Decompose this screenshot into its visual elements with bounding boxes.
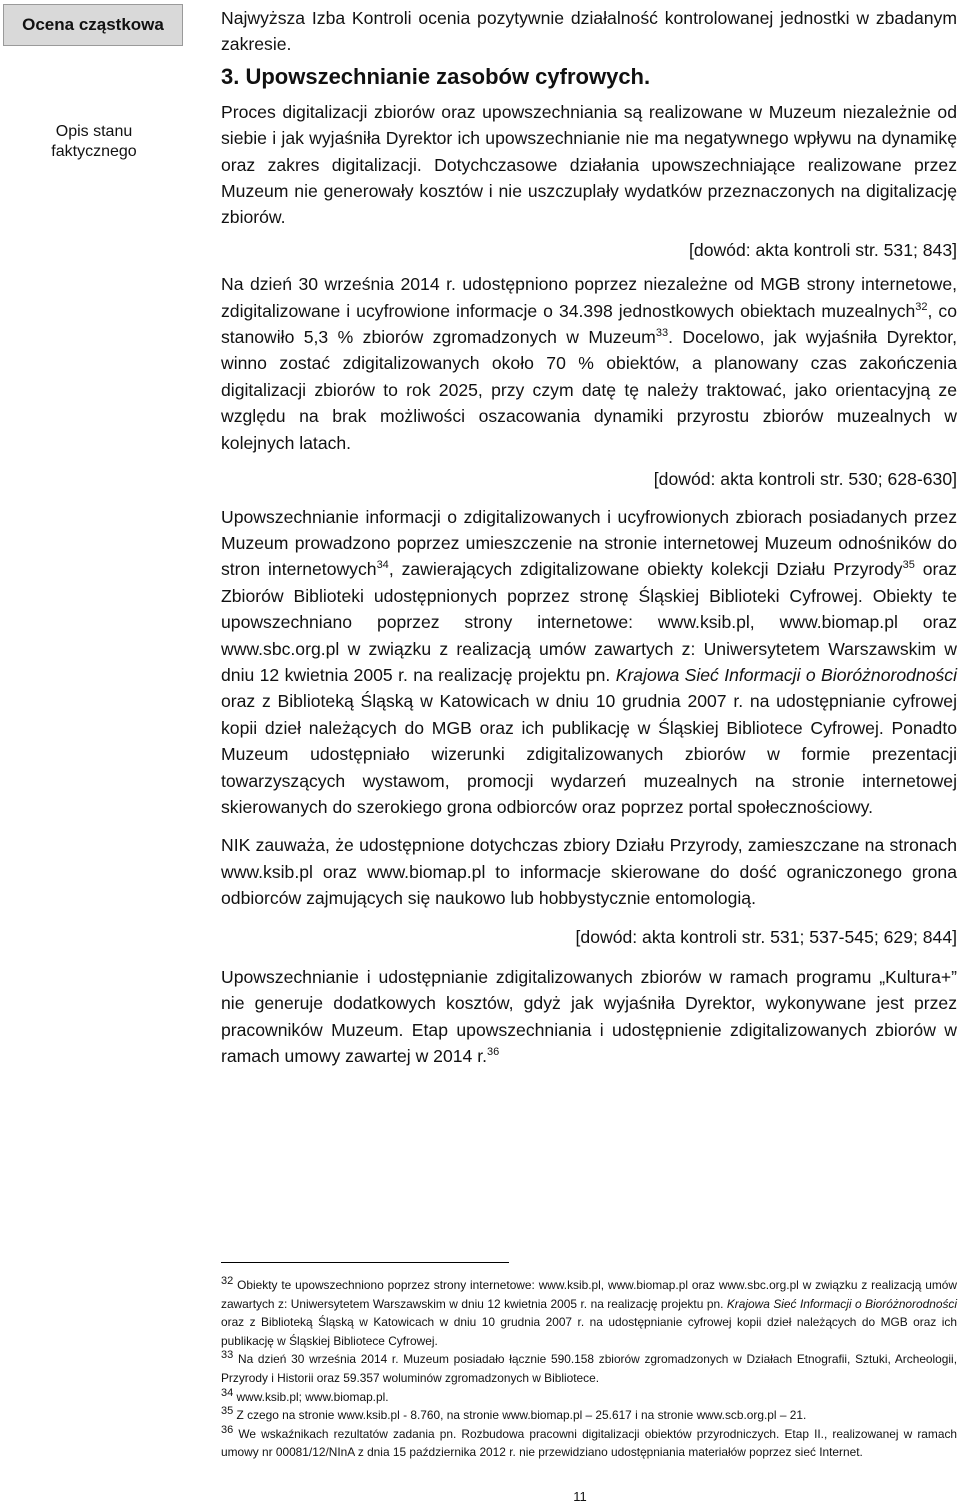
assessment-label: Ocena cząstkowa bbox=[3, 4, 183, 46]
page-number: 11 bbox=[573, 1489, 587, 1504]
paragraph-4: NIK zauważa, że udostępnione dotychczas zbiory Działu Przyrody, zamieszczane na stronach www.ksib.pl oraz www.biomap.pl to informacje skierowane do dość ograniczonego grona odbiorców zajmujących się naukowo lub hobbystycznie entomologią. bbox=[221, 835, 957, 909]
evidence-ref-1: [dowód: akta kontroli str. 531; 843] bbox=[689, 239, 957, 260]
footnote-number-36: 36 bbox=[221, 1423, 234, 1436]
footnote-35 bbox=[221, 1406, 957, 1425]
section-title: 3. Upowszechnianie zasobów cyfrowych. bbox=[221, 63, 651, 89]
facts-label-line1: Opis stanu bbox=[55, 123, 133, 140]
facts-label bbox=[0, 122, 188, 162]
footnote-number-34: 34 bbox=[221, 1386, 234, 1399]
p3-text-a: Upowszechnianie informacji o zdigitalizowanych i ucyfrowionych zbiorach posiadanych przez Muzeum prowadzono poprzez umieszczenie na stronie internetowej Muzeum odnośników do stron internetowych bbox=[221, 506, 957, 580]
evidence-ref-3: [dowód: akta kontroli str. 531; 537-545; 629; 844] bbox=[575, 926, 957, 947]
footnote-ref-34[interactable]: 34 bbox=[376, 559, 389, 572]
footnote-ref-36[interactable]: 36 bbox=[486, 1046, 500, 1059]
footnote-separator bbox=[221, 1262, 509, 1263]
evidence-ref-2: [dowód: akta kontroli str. 530; 628-630] bbox=[653, 469, 957, 490]
p2-text-c: . Docelowo, jak wyjaśniła Dyrektor, winno zostać zdigitalizowanych około 70 % obiektów, a planowany czas zakończenia digitalizacji zbiorów to rok 2025, przy czym datę tę należy traktować, jako orientacyjną ze względu na brak możliwości oszacowania dynamiki przyrostu zbiorów muzealnych w kolejnych latach. bbox=[221, 327, 957, 453]
footnote-33 bbox=[221, 1350, 957, 1387]
paragraph-1: Proces digitalizacji zbiorów oraz upowszechniania są realizowane w Muzeum niezależnie od siebie i jak wyjaśniła Dyrektor ich upowszechnianie nie ma negatywnego wpływu na dynamikę oraz zakres digitalizacji. Dotychczasowe działania upowszechniające realizowane przez Muzeum nie generowały kosztów i nie uszczuplały wydatków przeznaczonych na digitalizację zbiorów. bbox=[221, 101, 957, 228]
footnote-number-33: 33 bbox=[221, 1349, 234, 1362]
intro-paragraph: Najwyższa Izba Kontroli ocenia pozytywnie działalność kontrolowanej jednostki w zbadanym zakresie. bbox=[221, 8, 957, 55]
footnote-ref-35[interactable]: 35 bbox=[902, 559, 915, 572]
footnote-35-text: Z czego na stronie www.ksib.pl - 8.760, na stronie www.biomap.pl – 25.617 i na stronie www.scb.org.pl – 21. bbox=[233, 1408, 807, 1423]
p3-project-name: Krajowa Sieć Informacji o Bioróżnorodności bbox=[615, 664, 957, 685]
footnote-number-35: 35 bbox=[221, 1405, 234, 1418]
footnote-36 bbox=[221, 1425, 957, 1462]
main-content bbox=[221, 5, 957, 1070]
p3-text-d: oraz z Biblioteką Śląską w Katowicach w dniu 10 grudnia 2007 r. na udostępnianie cyfrowej kopii dzieł należących do MGB oraz ich publikację w Śląskiej Bibliotece Cyfrowej. Ponadto Muzeum udostępniało wizerunki zdigitalizowanych zbiorów w formie prezentacji towarzyszących wystawom, promocji wydarzeń muzealnych na stronie internetowej skierowanych do szerokiego grona odbiorców oraz poprzez portal społecznościowy. bbox=[221, 691, 957, 817]
footnote-32 bbox=[221, 1276, 957, 1350]
footnote-32-text-a: Obiekty te upowszechniono poprzez strony internetowe: www.ksib.pl, www.biomap.pl oraz www.sbc.org.pl w związku z realizacją umów zawartych z: Uniwersytetem Warszawskim w dniu 12 kwietnia 2005 r. na realizację projektu pn. bbox=[221, 1278, 957, 1311]
p2-text-a: Na dzień 30 września 2014 r. udostępniono poprzez niezależne od MGB strony internetowe, zdigitalizowane i ucyfrowione informacje o 34.398 jednostkowych obiektach muzealnych bbox=[221, 274, 957, 321]
facts-label-line2: faktycznego bbox=[51, 143, 137, 160]
footnote-32-text-b: oraz z Biblioteką Śląską w Katowicach w dniu 10 grudnia 2007 r. na udostępnianie cyfrowej kopii dzieł należących do MGB oraz ich publikację w Śląskiej Bibliotece Cyfrowej. bbox=[221, 1315, 957, 1348]
paragraph-2 bbox=[221, 271, 957, 456]
footnote-34-text: www.ksib.pl; www.biomap.pl. bbox=[233, 1389, 389, 1404]
footnote-36-text: We wskaźnikach rezultatów zadania pn. Rozbudowa pracowni digitalizacji obiektów przyrodniczych. Etap II., realizowanej w ramach umowy nr 00081/12/NInA z dnia 15 października 2012 r. nie przewidziano udostępniania materiałów poprzez sieć Internet. bbox=[221, 1426, 957, 1460]
paragraph-5 bbox=[221, 964, 957, 1070]
p3-text-c: oraz Zbiorów Biblioteki udostępnionych poprzez stronę Śląskiej Biblioteki Cyfrowej. Obiekty te upowszechniano poprzez strony internetowe: www.ksib.pl, www.biomap.pl oraz www.sbc.org.pl w związku z realizacją umów zawartych z: Uniwersytetem Warszawskim w dniu 12 kwietnia 2005 r. na realizację projektu pn. bbox=[221, 559, 957, 685]
p5-text-a: Upowszechnianie i udostępnianie zdigitalizowanych zbiorów w ramach programu „Kultura+” nie generuje dodatkowych kosztów, gdyż jak wyjaśniła Dyrektor, wykonywane jest przez pracowników Muzeum. Etap upowszechniania i udostępnienie zdigitalizowanych zbiorów w ramach umowy zawartej w 2014 r. bbox=[221, 967, 957, 1067]
footnote-ref-32[interactable]: 32 bbox=[915, 300, 928, 313]
footnote-33-text: Na dzień 30 września 2014 r. Muzeum posiadało łącznie 590.158 zbiorów zgromadzonych w Działach Etnografii, Sztuki, Archeologii, Przyrody i Historii oraz 59.357 woluminów zgromadzonych w Bibliotece. bbox=[221, 1352, 957, 1385]
footnote-32-project: Krajowa Sieć Informacji o Bioróżnorodności bbox=[726, 1296, 957, 1311]
footnote-number-32: 32 bbox=[221, 1275, 234, 1288]
footnote-34 bbox=[221, 1388, 957, 1407]
p3-text-b: , zawierających zdigitalizowane obiekty kolekcji Działu Przyrody bbox=[388, 559, 903, 580]
footnotes bbox=[221, 1276, 957, 1462]
footnote-ref-33[interactable]: 33 bbox=[655, 327, 669, 340]
p2-text-b: , co stanowiło 5,3 % zbiorów zgromadzonych w Muzeum bbox=[221, 300, 957, 348]
paragraph-3 bbox=[221, 504, 957, 821]
